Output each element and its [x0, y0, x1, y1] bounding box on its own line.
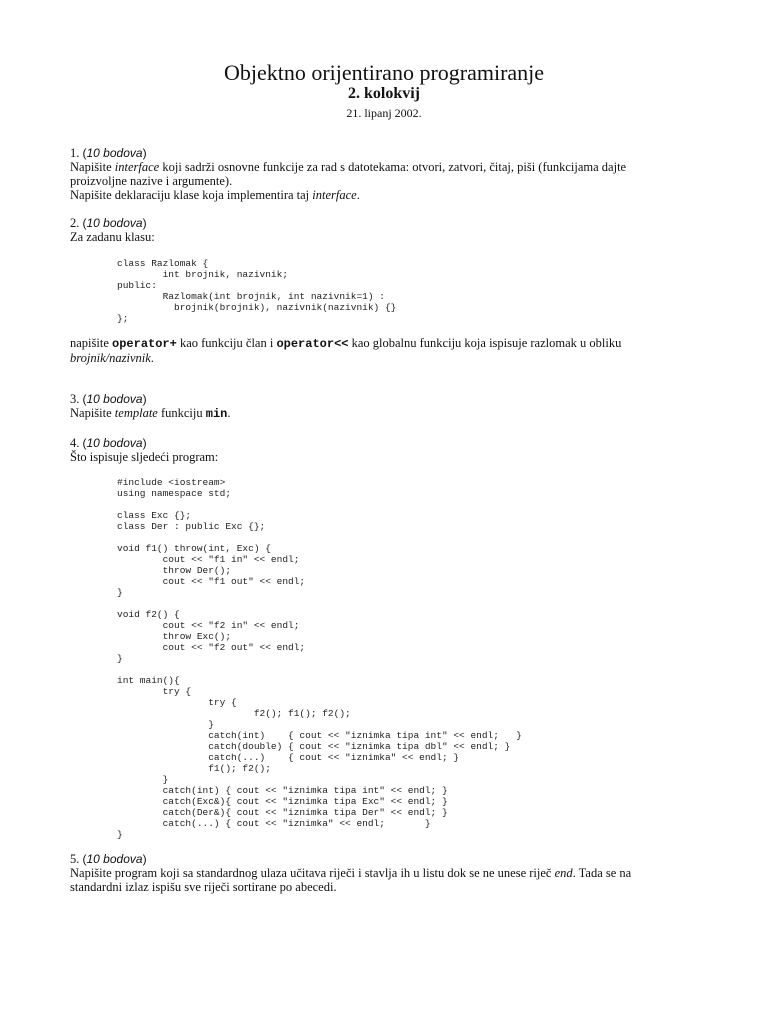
question-number: 3.: [70, 392, 80, 406]
question-2-task: napišite operator+ kao funkciju član i operator<< kao globalnu funkciju koja ispisuje razlomak u obliku brojnik/nazivnik.: [70, 336, 622, 365]
question-points: 10 bodova: [86, 852, 143, 866]
question-3-text: Napišite template funkciju min.: [70, 406, 231, 421]
question-points: 10 bodova: [86, 146, 143, 160]
question-number: 5.: [70, 852, 80, 866]
document-subtitle: 2. kolokvij: [347, 85, 420, 102]
question-2-heading: 2. (10 bodova): [70, 216, 147, 230]
question-3-heading: 3. (10 bodova): [70, 392, 147, 406]
question-4-code: #include <iostream> using namespace std; class Exc {}; class Der : public Exc {}; void f1() throw(int, Exc) { cout << "f1 in" << endl; throw Der(); cout << "f1 out" << endl; } void f2() { cout << "f2 in" << endl; throw Exc(); cout << "f2 out" << endl; } int main(){ try { try { f2(); f1(); f2(); } catch(int) { cout << "iznimka tipa int" << endl; } catch(double) { cout << "iznimka tipa dbl" << endl; } catch(...) { cout << "iznimka" << endl; } f1(); f2(); } catch(int) { cout << "iznimka tipa int" << endl; } catch(Exc&){ cout << "iznimka tipa Exc" << endl; } catch(Der&){ cout << "iznimka tipa Der" << endl; } catch(...) { cout << "iznimka" << endl; } }: [117, 477, 522, 840]
question-points: 10 bodova: [86, 436, 143, 450]
question-4-heading: 4. (10 bodova): [70, 436, 147, 450]
question-1-text: Napišite interface koji sadrži osnovne funkcije za rad s datotekama: otvori, zatvori, čitaj, piši (funkcijama dajte proizvoljne nazive i argumente).: [70, 160, 627, 188]
question-1-heading: 1. (10 bodova): [70, 146, 147, 160]
question-1-text-2: Napišite deklaraciju klase koja implementira taj interface.: [70, 188, 360, 202]
document-title: Objektno orijentirano programiranje: [223, 60, 545, 85]
question-4: [70, 436, 670, 464]
question-number: 1.: [70, 146, 80, 160]
question-number: 4.: [70, 436, 80, 450]
question-number: 2.: [70, 216, 80, 230]
question-points: 10 bodova: [86, 216, 143, 230]
question-4-intro: Što ispisuje sljedeći program:: [70, 450, 219, 464]
question-5: [70, 852, 670, 894]
question-5-heading: 5. (10 bodova): [70, 852, 147, 866]
question-2-intro: Za zadanu klasu:: [70, 230, 155, 244]
question-1: [70, 146, 670, 202]
question-points: 10 bodova: [86, 392, 143, 406]
question-2: [70, 216, 670, 244]
question-3: [70, 392, 670, 421]
question-2-code: class Razlomak { int brojnik, nazivnik; public: Razlomak(int brojnik, int nazivnik=1) : brojnik(brojnik), nazivnik(nazivnik) {} };: [117, 258, 397, 324]
document-date: 21. lipanj 2002.: [346, 106, 422, 120]
question-5-text: Napišite program koji sa standardnog ulaza učitava riječi i stavlja ih u listu dok se ne unese riječ end. Tada se na standardni izlaz ispišu sve riječi sortirane po abecedi.: [70, 866, 632, 894]
